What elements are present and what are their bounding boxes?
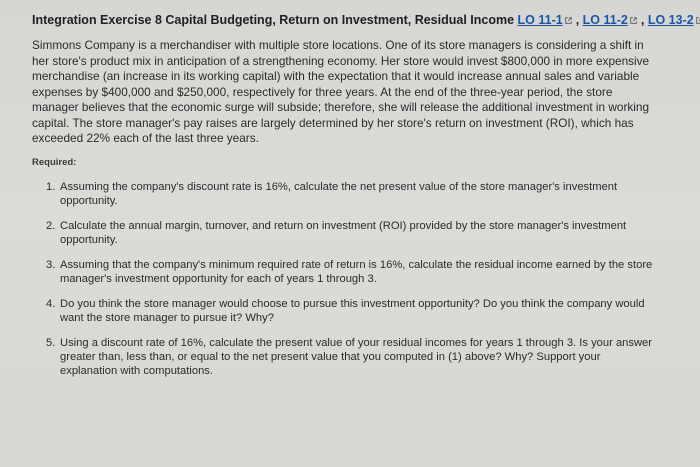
- required-label: Required:: [32, 156, 77, 168]
- question-5: [46, 336, 656, 378]
- question-text: Assuming that the company's minimum required rate of return is 16%, calculate the residual income earned by the store manager's investment opportunity for each of years 1 through 3.: [60, 258, 653, 285]
- question-2: [46, 219, 656, 247]
- question-4: [46, 297, 656, 325]
- lo-link-11-1[interactable]: LO 11-1: [517, 13, 563, 27]
- question-text: Do you think the store manager would choose to pursue this investment opportunity? Do you think the company would want the store manager to pursue it? Why?: [60, 297, 645, 324]
- question-number: 2.: [46, 219, 56, 232]
- question-1: [46, 180, 656, 208]
- exercise-title: Integration Exercise 8 Capital Budgeting, Return on Investment, Residual Income: [32, 13, 515, 27]
- question-number: 3.: [46, 258, 56, 271]
- link-separator: ,: [640, 13, 645, 27]
- lo-link-13-2[interactable]: LO 13-2: [647, 13, 694, 27]
- external-link-icon: [696, 17, 700, 24]
- question-text: Using a discount rate of 16%, calculate the present value of your residual incomes for years 1 through 3. Is your answer greater than, less than, or equal to the net present value that you computed in (1) above? Why? Support your explanation with computations.: [60, 336, 653, 377]
- question-text: Calculate the annual margin, turnover, and return on investment (ROI) provided by the store manager's investment opportunity.: [60, 219, 627, 246]
- question-3: [46, 258, 656, 286]
- question-text: Assuming the company's discount rate is 16%, calculate the net present value of the store manager's investment opportunity.: [60, 180, 618, 207]
- external-link-icon: [565, 17, 572, 24]
- lo-link-11-2[interactable]: LO 11-2: [582, 13, 628, 27]
- required-questions: [32, 180, 678, 378]
- question-number: 1.: [46, 180, 56, 193]
- question-number: 4.: [46, 297, 56, 310]
- exercise-header: [32, 12, 694, 28]
- link-separator: ,: [575, 13, 580, 27]
- external-link-icon: [630, 17, 637, 24]
- exercise-intro: Simmons Company is a merchandiser with multiple store locations. One of its store managers is considering a shift in her store's product mix in anticipation of a strengthening economy. Her store would invest $800,000 in more expensive merchandise (an increase in its working capital) with the expectation that it would increase annual sales and variable expenses by $400,000 and $250,000, respectively for three years. At the end of the three-year period, the store manager believes that the economic surge will subside; therefore, she will release the additional investment in working capital. The store manager's pay raises are largely determined by her store's return on investment (ROI), which has exceeded 22% each of the last three years.: [32, 38, 650, 145]
- question-number: 5.: [46, 336, 56, 349]
